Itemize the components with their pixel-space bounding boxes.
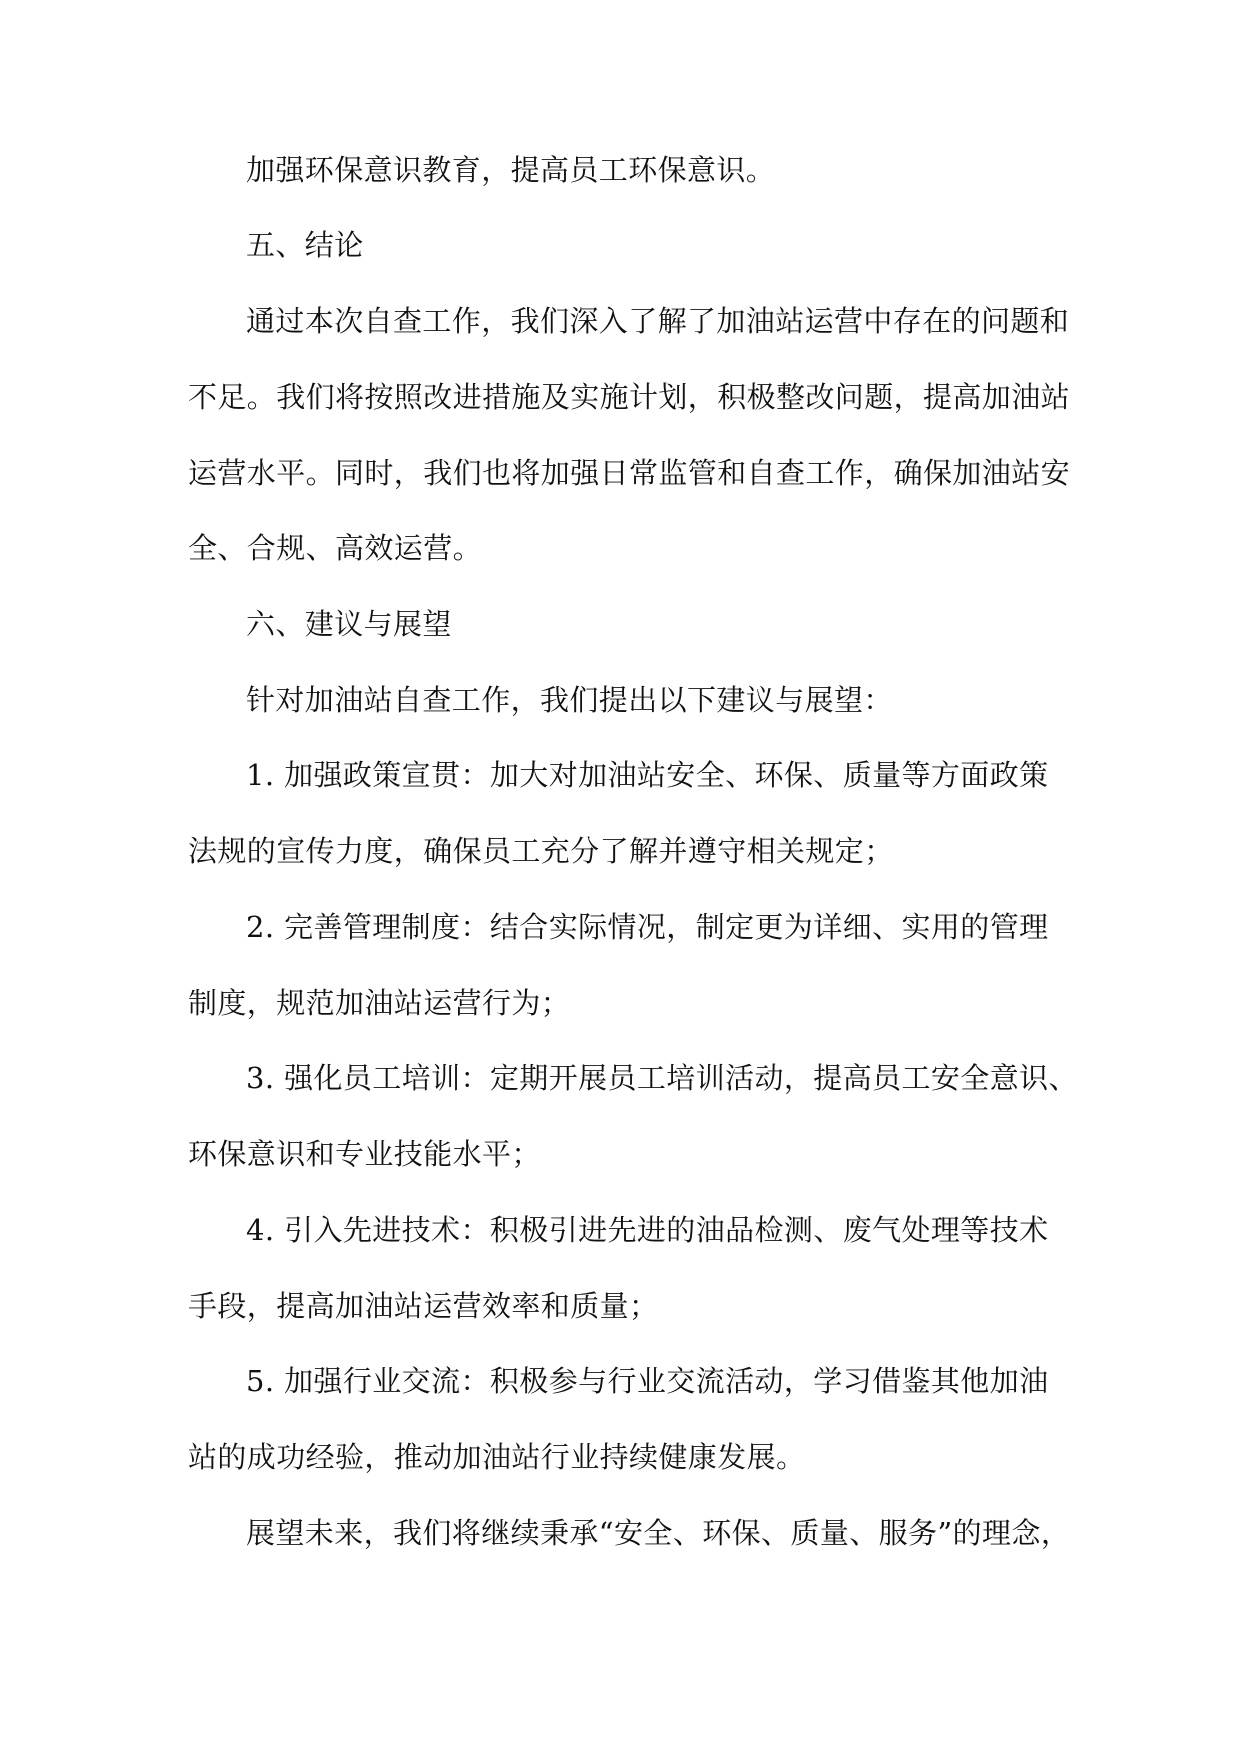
paragraph-line: 全、合规、高效运营。: [188, 531, 483, 565]
list-item-line: 3. 强化员工培训：定期开展员工培训活动，提高员工安全意识、: [246, 1061, 1078, 1095]
list-item-line: 2. 完善管理制度：结合实际情况，制定更为详细、实用的管理: [246, 910, 1049, 944]
list-item-line: 站的成功经验，推动加油站行业持续健康发展。: [188, 1440, 806, 1474]
list-item-line: 制度，规范加油站运营行为；: [188, 986, 571, 1020]
section-heading-conclusion: 五、结论: [246, 228, 364, 262]
list-item-line: 手段，提高加油站运营效率和质量；: [188, 1289, 659, 1323]
list-item-line: 法规的宣传力度，确保员工充分了解并遵守相关规定；: [188, 834, 894, 868]
paragraph-line: 运营水平。同时，我们也将加强日常监管和自查工作，确保加油站安: [188, 456, 1071, 490]
paragraph-line: 展望未来，我们将继续秉承“安全、环保、质量、服务”的理念，: [246, 1516, 1071, 1550]
list-item-line: 4. 引入先进技术：积极引进先进的油品检测、废气处理等技术: [246, 1213, 1049, 1247]
list-item-line: 5. 加强行业交流：积极参与行业交流活动，学习借鉴其他加油: [246, 1364, 1049, 1398]
paragraph-line: 加强环保意识教育，提高员工环保意识。: [246, 153, 776, 187]
list-item-line: 1. 加强政策宣贯：加大对加油站安全、环保、质量等方面政策: [246, 758, 1049, 792]
paragraph-line: 不足。我们将按照改进措施及实施计划，积极整改问题，提高加油站: [188, 380, 1071, 414]
section-heading-suggestions: 六、建议与展望: [246, 607, 452, 641]
paragraph-line: 通过本次自查工作，我们深入了解了加油站运营中存在的问题和: [246, 304, 1070, 338]
list-item-line: 环保意识和专业技能水平；: [188, 1137, 541, 1171]
paragraph-line: 针对加油站自查工作，我们提出以下建议与展望：: [246, 683, 893, 717]
